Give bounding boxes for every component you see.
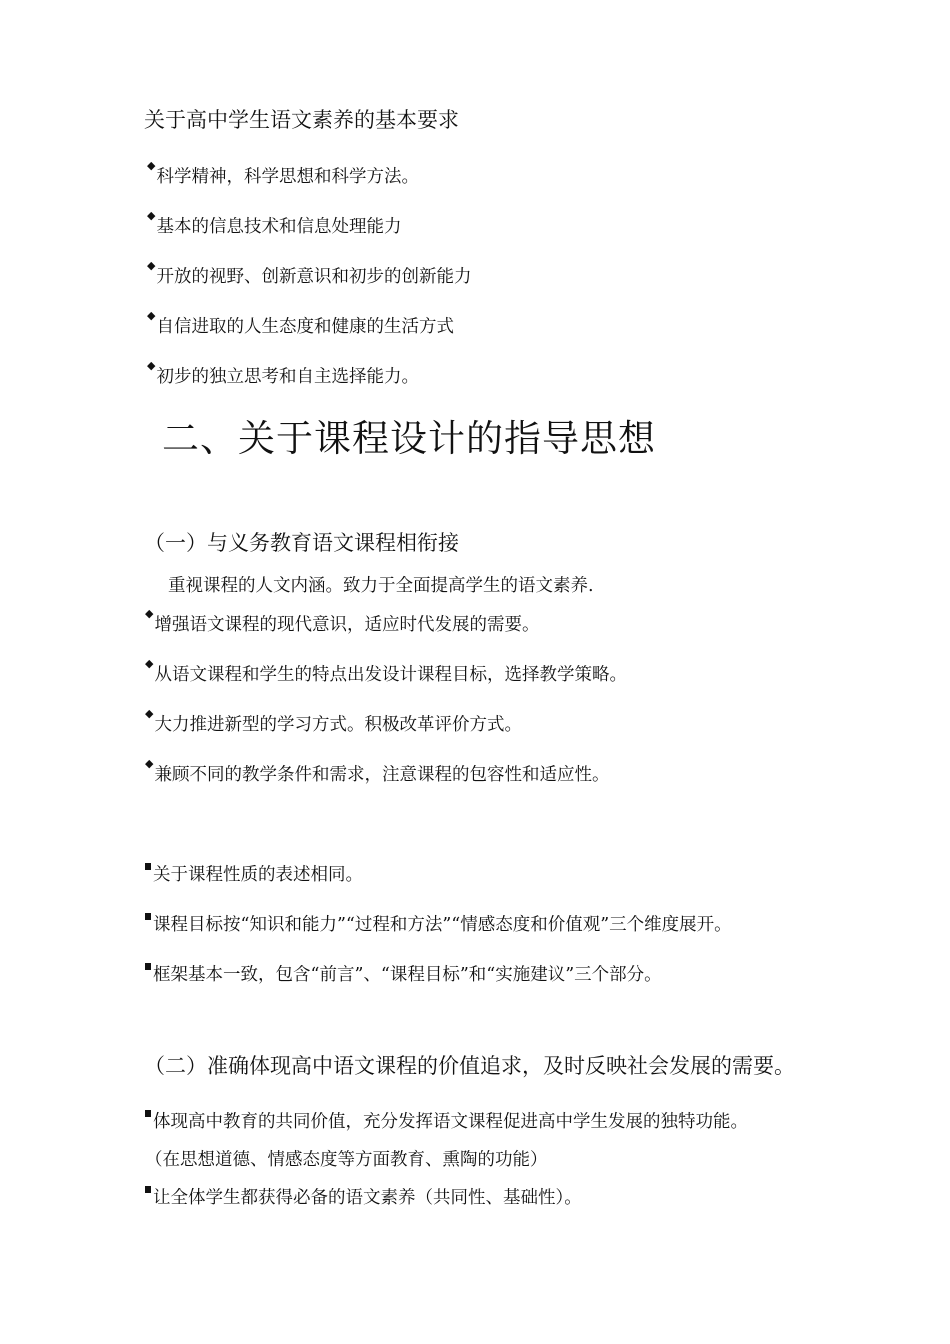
diamond-bullet-icon: ◆ (147, 259, 156, 272)
list-item: ◆兼顾不同的教学条件和需求，注意课程的包容性和适应性。 (145, 757, 610, 785)
diamond-bullet-icon: ◆ (147, 309, 156, 322)
diamond-bullet-icon: ◆ (145, 607, 154, 620)
diamond-bullet-icon: ◆ (147, 359, 156, 372)
diamond-bullet-icon: ◆ (145, 757, 154, 770)
list-item: ◆基本的信息技术和信息处理能力 (147, 209, 402, 237)
square-bullet-icon (145, 863, 151, 870)
diamond-bullet-icon: ◆ (145, 707, 154, 720)
list-item: 体现高中教育的共同价值，充分发挥语文课程促进高中学生发展的独特功能。 (145, 1108, 748, 1133)
list-item: ◆科学精神，科学思想和科学方法。 (147, 159, 419, 187)
intro-paragraph: 重视课程的人文内涵。致力于全面提高学生的语文素养. (168, 576, 594, 596)
square-bullet-icon (145, 913, 151, 920)
list-item: 关于课程性质的表述相同。 (145, 861, 363, 886)
list-item: 框架基本一致，包含“前言”、“课程目标”和“实施建议”三个部分。 (145, 961, 662, 986)
list-item: ◆增强语文课程的现代意识，适应时代发展的需要。 (145, 607, 540, 635)
subsection-heading: （一）与义务教育语文课程相衔接 (144, 531, 459, 555)
list-item: ◆初步的独立思考和自主选择能力。 (147, 359, 419, 387)
list-item: ◆从语文课程和学生的特点出发设计课程目标，选择教学策略。 (145, 657, 627, 685)
square-bullet-icon (145, 1186, 151, 1193)
square-bullet-icon (145, 963, 151, 970)
chapter-heading: 二、关于课程设计的指导思想 (162, 417, 656, 460)
list-item: ◆大力推进新型的学习方式。积极改革评价方式。 (145, 707, 522, 735)
list-item: 课程目标按“知识和能力”“过程和方法”“情感态度和价值观”三个维度展开。 (145, 911, 732, 936)
list-item: 让全体学生都获得必备的语文素养（共同性、基础性）。 (145, 1184, 582, 1209)
diamond-bullet-icon: ◆ (147, 209, 156, 222)
square-bullet-icon (145, 1110, 151, 1117)
list-item: ◆开放的视野、创新意识和初步的创新能力 (147, 259, 472, 287)
subsection-heading: （二）准确体现高中语文课程的价值追求，及时反映社会发展的需要。 (144, 1054, 795, 1078)
list-item: ◆自信进取的人生态度和健康的生活方式 (147, 309, 454, 337)
diamond-bullet-icon: ◆ (145, 657, 154, 670)
list-item-note: （在思想道德、情感态度等方面教育、熏陶的功能） (145, 1150, 548, 1170)
section-heading: 关于高中学生语文素养的基本要求 (144, 108, 459, 132)
diamond-bullet-icon: ◆ (147, 159, 156, 172)
